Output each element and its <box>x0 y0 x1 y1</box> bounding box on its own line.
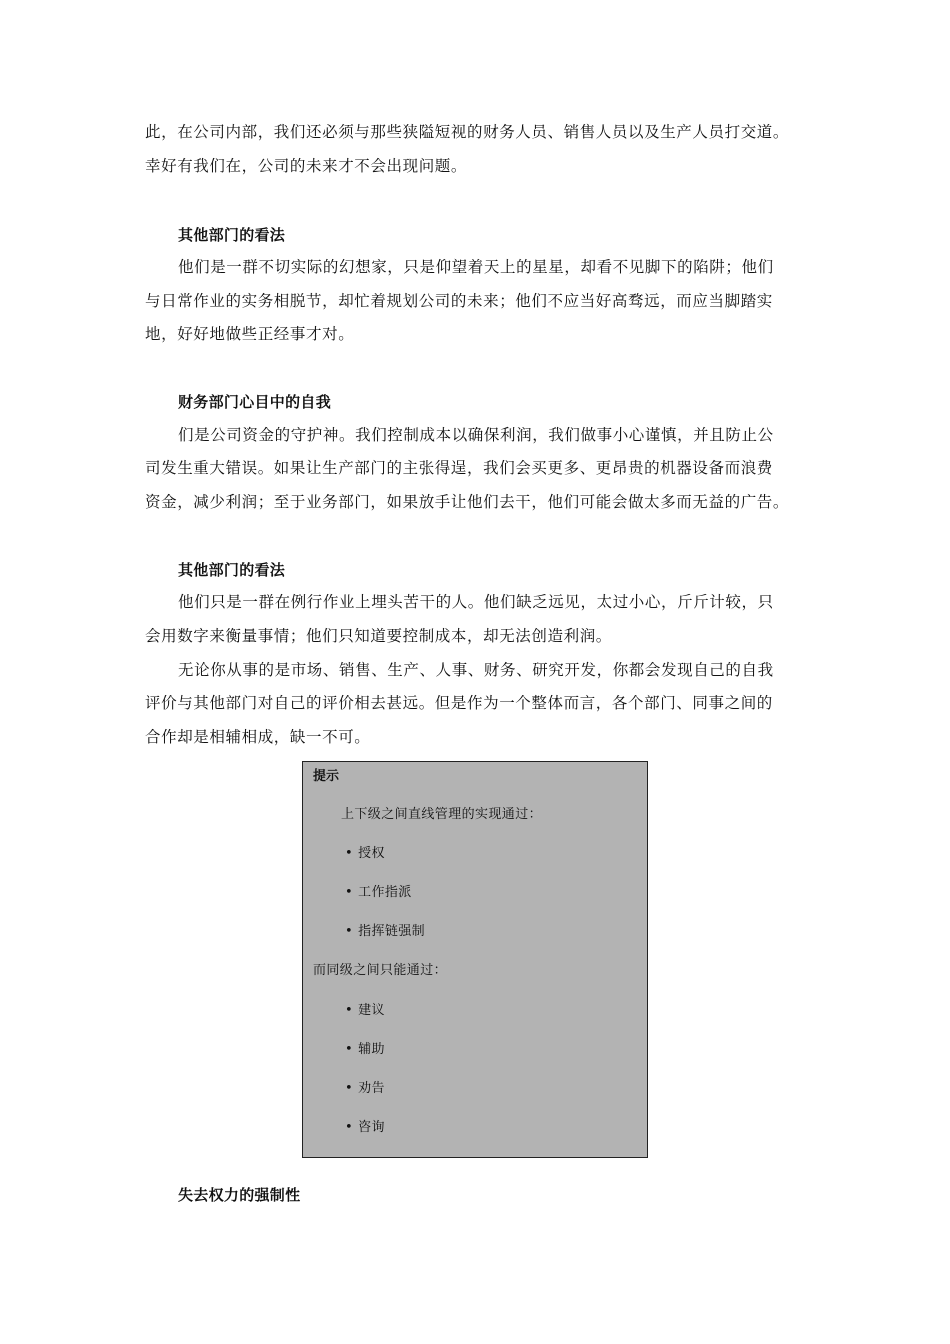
paragraph-line: 们是公司资金的守护神。我们控制成本以确保利润，我们做事小心谨慎，并且防止公 <box>178 426 774 444</box>
bullet-icon: • <box>345 1120 354 1135</box>
tip-box-bullet-item <box>345 1041 385 1059</box>
paragraph-line: 幸好有我们在，公司的未来才不会出现问题。 <box>145 157 468 175</box>
tip-box-peer-intro: 而同级之间只能通过： <box>313 963 448 978</box>
paragraph-line: 资金，减少利润；至于业务部门，如果放手让他们去干，他们可能会做太多而无益的广告。 <box>145 493 790 511</box>
bullet-text: 劝告 <box>358 1081 385 1096</box>
bullet-icon: • <box>345 924 354 939</box>
paragraph-line: 合作却是相辅相成，缺一不可。 <box>145 728 371 746</box>
paragraph-line: 此，在公司内部，我们还必须与那些狭隘短视的财务人员、销售人员以及生产人员打交道。 <box>145 123 790 141</box>
bullet-icon: • <box>345 1042 354 1057</box>
paragraph-line: 他们是一群不切实际的幻想家，只是仰望着天上的星星，却看不见脚下的陷阱；他们 <box>178 258 774 276</box>
bullet-icon: • <box>345 1003 354 1018</box>
paragraph-line: 评价与其他部门对自己的评价相去甚远。但是作为一个整体而言，各个部门、同事之间的 <box>145 694 773 712</box>
tip-box-intro: 上下级之间直线管理的实现通过： <box>341 807 543 822</box>
bullet-text: 授权 <box>358 846 385 861</box>
tip-box-bullet-item <box>345 1119 385 1137</box>
tip-box-bullet-item <box>345 884 412 902</box>
section-heading: 其他部门的看法 <box>178 226 286 244</box>
paragraph-line: 地，好好地做些正经事才对。 <box>145 325 355 343</box>
tip-box <box>302 761 648 1158</box>
bullet-icon: • <box>345 846 354 861</box>
bullet-text: 建议 <box>358 1003 385 1018</box>
paragraph-line: 司发生重大错误。如果让生产部门的主张得逞，我们会买更多、更昂贵的机器设备而浪费 <box>145 459 773 477</box>
section-heading: 其他部门的看法 <box>178 561 286 579</box>
section-heading: 失去权力的强制性 <box>178 1186 301 1204</box>
bullet-text: 辅助 <box>358 1042 385 1057</box>
bullet-text: 指挥链强制 <box>358 924 426 939</box>
tip-box-bullet-item <box>345 1080 385 1098</box>
paragraph-line: 会用数字来衡量事情；他们只知道要控制成本，却无法创造利润。 <box>145 627 612 645</box>
paragraph-line: 他们只是一群在例行作业上埋头苦干的人。他们缺乏远见，太过小心，斤斤计较，只 <box>178 593 774 611</box>
bullet-icon: • <box>345 1081 354 1096</box>
bullet-icon: • <box>345 885 354 900</box>
paragraph-line: 与日常作业的实务相脱节，却忙着规划公司的未来；他们不应当好高骛远，而应当脚踏实 <box>145 292 773 310</box>
tip-box-title: 提示 <box>313 769 340 784</box>
tip-box-bullet-item <box>345 923 425 941</box>
tip-box-bullet-item <box>345 1002 385 1020</box>
tip-box-bullet-item <box>345 845 385 863</box>
bullet-text: 工作指派 <box>358 885 412 900</box>
paragraph-line: 无论你从事的是市场、销售、生产、人事、财务、研究开发，你都会发现自己的自我 <box>178 661 774 679</box>
section-heading: 财务部门心目中的自我 <box>178 393 332 411</box>
bullet-text: 咨询 <box>358 1120 385 1135</box>
